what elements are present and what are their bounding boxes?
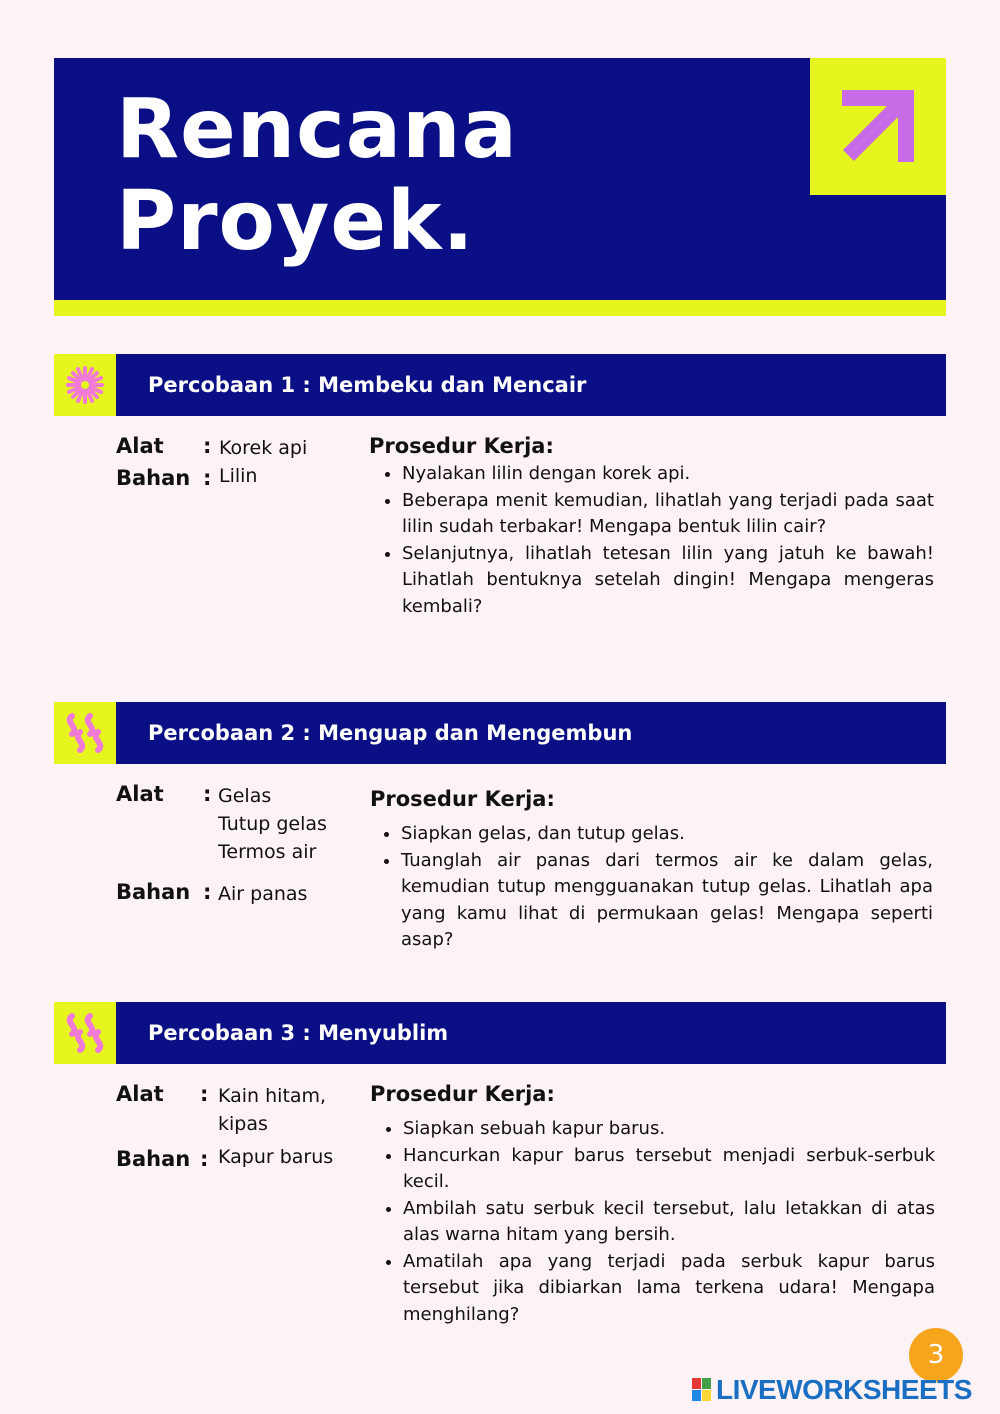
liveworksheets-logo-icon <box>692 1378 712 1402</box>
section-2-alat-colon: : <box>203 782 212 806</box>
section-1-alat-value: Korek api <box>219 437 308 459</box>
section-3-alat-value-2: kipas <box>218 1113 268 1135</box>
liveworksheets-logo-text: LIVEWORKSHEETS <box>716 1374 972 1405</box>
section-3-alat-value-1: Kain hitam, <box>218 1085 327 1107</box>
list-item: • Tuanglah air panas dari termos air ke dalam gelas, kemudian tutup mengguanakan tutup gelas. Lihatlah apa yang kamu lihat di permukaan gelas! Mengapa seperti asap? <box>401 848 933 954</box>
arrow-up-right-icon <box>810 58 946 195</box>
page-title-line-1: Rencana <box>116 82 518 177</box>
title-underline <box>54 300 946 316</box>
section-2-bahan-value: Air panas <box>218 883 308 905</box>
liveworksheets-logo[interactable] <box>692 1374 972 1406</box>
section-3-alat-colon: : <box>200 1082 209 1106</box>
section-2-procedure-heading: Prosedur Kerja: <box>370 787 555 811</box>
section-1-steps <box>370 461 934 620</box>
list-item: • Siapkan gelas, dan tutup gelas. <box>401 821 933 848</box>
section-2-title: Percobaan 2 : Menguap dan Mengembun <box>148 721 633 745</box>
section-2-bahan-colon: : <box>203 880 212 904</box>
section-1-title: Percobaan 1 : Membeku dan Mencair <box>148 373 587 397</box>
list-item: • Ambilah satu serbuk kecil tersebut, lalu letakkan di atas alas warna hitam yang bersih. <box>403 1196 935 1249</box>
swirl-pattern-icon <box>54 702 116 764</box>
section-3-steps <box>371 1116 935 1328</box>
page-number-badge: 3 <box>909 1328 963 1382</box>
section-2-steps <box>369 821 933 954</box>
section-1-procedure-heading: Prosedur Kerja: <box>369 434 554 458</box>
page-title <box>116 84 518 268</box>
section-3-procedure-heading: Prosedur Kerja: <box>370 1082 555 1106</box>
section-3-title: Percobaan 3 : Menyublim <box>148 1021 449 1045</box>
asterisk-flower-icon <box>54 354 116 416</box>
section-1-alat-label: Alat <box>116 434 164 458</box>
section-1-alat-colon: : <box>203 434 212 458</box>
section-1-bahan-label: Bahan <box>116 466 191 490</box>
section-2-alat-value-3: Termos air <box>218 841 317 863</box>
page-title-line-2: Proyek. <box>116 174 475 269</box>
section-2-alat-label: Alat <box>116 782 164 806</box>
section-2-bahan-label: Bahan <box>116 880 191 904</box>
list-item: • Selanjutnya, lihatlah tetesan lilin yang jatuh ke bawah! Lihatlah bentuknya setelah dingin! Mengapa mengeras kembali? <box>402 541 934 621</box>
list-item: • Beberapa menit kemudian, lihatlah yang terjadi pada saat lilin sudah terbakar! Mengapa bentuk lilin cair? <box>402 488 934 541</box>
section-3-bahan-colon: : <box>200 1147 209 1171</box>
section-1-bahan-value: Lilin <box>219 465 258 487</box>
section-2-alat-value-1: Gelas <box>218 785 272 807</box>
section-3-bahan-label: Bahan <box>116 1147 191 1171</box>
section-1-bahan-colon: : <box>203 466 212 490</box>
list-item: • Nyalakan lilin dengan korek api. <box>402 461 934 488</box>
list-item: • Siapkan sebuah kapur barus. <box>403 1116 935 1143</box>
section-2-alat-value-2: Tutup gelas <box>218 813 327 835</box>
list-item: • Hancurkan kapur barus tersebut menjadi serbuk-serbuk kecil. <box>403 1143 935 1196</box>
swirl-pattern-icon <box>54 1002 116 1064</box>
section-3-alat-label: Alat <box>116 1082 164 1106</box>
section-3-bahan-value: Kapur barus <box>218 1146 334 1168</box>
list-item: • Amatilah apa yang terjadi pada serbuk kapur barus tersebut jika dibiarkan lama terkena udara! Mengapa menghilang? <box>403 1249 935 1329</box>
